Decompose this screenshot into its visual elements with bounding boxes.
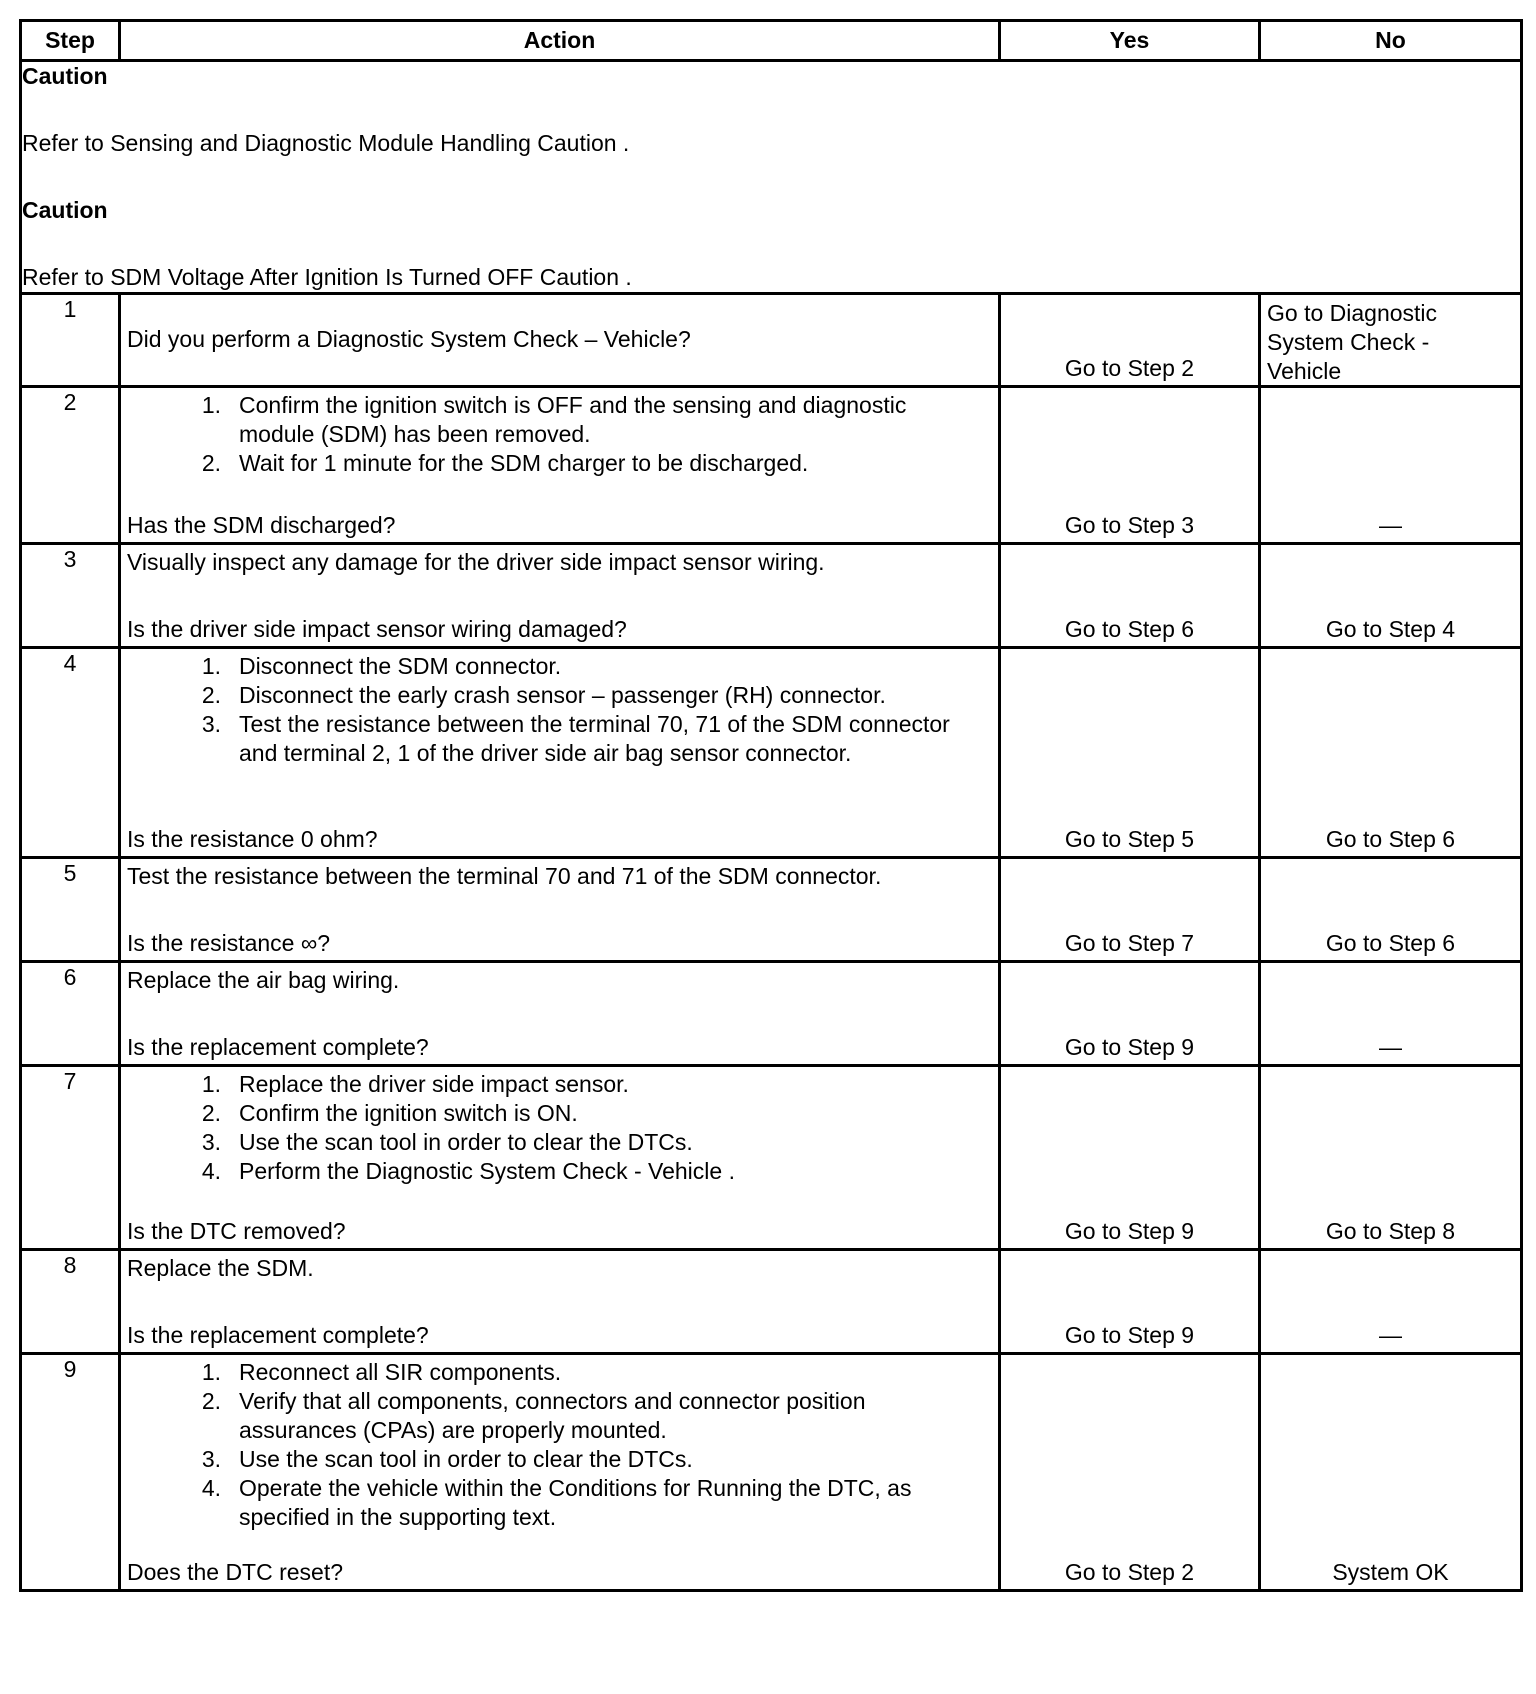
no-result: Go to Step 6 xyxy=(1325,826,1456,852)
no-cell xyxy=(1260,1066,1522,1250)
step-number: 9 xyxy=(21,1354,120,1591)
step-row xyxy=(21,858,1522,962)
yes-cell xyxy=(1000,962,1260,1066)
action-question: Does the DTC reset? xyxy=(127,1559,344,1585)
caution-text: Refer to SDM Voltage After Ignition Is Turned OFF Caution . xyxy=(22,264,632,290)
action-question: Did you perform a Diagnostic System Check – Vehicle? xyxy=(127,326,691,352)
list-item-text: Use the scan tool in order to clear the DTCs. xyxy=(239,1129,693,1155)
action-cell xyxy=(120,1066,1000,1250)
header-no: No xyxy=(1260,21,1522,61)
caution-title: Caution xyxy=(22,63,108,89)
step-number: 4 xyxy=(21,648,120,858)
list-item-number: 2. xyxy=(201,1100,221,1126)
list-item-number: 3. xyxy=(201,1446,221,1472)
step-number: 5 xyxy=(21,858,120,962)
no-result: Go to Step 4 xyxy=(1325,616,1456,642)
action-instruction: Visually inspect any damage for the driver side impact sensor wiring. xyxy=(127,549,825,575)
list-item-text: Wait for 1 minute for the SDM charger to be discharged. xyxy=(239,450,809,476)
yes-cell xyxy=(1000,1250,1260,1354)
no-result: — xyxy=(1379,512,1402,538)
action-question: Is the resistance 0 ohm? xyxy=(127,826,378,852)
no-cell xyxy=(1260,962,1522,1066)
list-item-text: Disconnect the SDM connector. xyxy=(239,653,562,679)
action-cell xyxy=(120,858,1000,962)
action-list xyxy=(127,652,992,768)
caution-cell xyxy=(21,61,1522,294)
action-list-item xyxy=(127,1445,992,1474)
header-action: Action xyxy=(120,21,1000,61)
yes-result: Go to Step 7 xyxy=(1064,930,1195,956)
action-question: Is the replacement complete? xyxy=(127,1034,429,1060)
no-cell xyxy=(1260,858,1522,962)
action-cell xyxy=(120,387,1000,544)
list-item-number: 2. xyxy=(201,682,221,708)
step-number: 3 xyxy=(21,544,120,648)
list-item-number: 1. xyxy=(201,392,221,418)
yes-cell xyxy=(1000,544,1260,648)
list-item-number: 3. xyxy=(201,711,221,737)
list-item-number: 3. xyxy=(201,1129,221,1155)
action-list-item xyxy=(127,449,992,478)
yes-result: Go to Step 5 xyxy=(1064,826,1195,852)
caution-text: Refer to Sensing and Diagnostic Module Handling Caution . xyxy=(22,130,630,156)
step-row xyxy=(21,294,1522,387)
yes-cell xyxy=(1000,294,1260,387)
action-list xyxy=(127,1070,992,1186)
yes-result: Go to Step 2 xyxy=(1064,1559,1195,1585)
action-list xyxy=(127,391,992,478)
yes-result: Go to Step 3 xyxy=(1064,512,1195,538)
action-cell xyxy=(120,294,1000,387)
header-yes: Yes xyxy=(1000,21,1260,61)
no-result: Go to Step 6 xyxy=(1325,930,1456,956)
diagnostic-table xyxy=(19,19,1523,1592)
step-number: 8 xyxy=(21,1250,120,1354)
action-cell xyxy=(120,1354,1000,1591)
list-item-text: Use the scan tool in order to clear the DTCs. xyxy=(239,1446,693,1472)
no-cell xyxy=(1260,387,1522,544)
step-row xyxy=(21,1066,1522,1250)
no-cell xyxy=(1260,544,1522,648)
list-item-number: 2. xyxy=(201,450,221,476)
action-cell xyxy=(120,962,1000,1066)
action-list-item xyxy=(127,1474,992,1532)
yes-cell xyxy=(1000,387,1260,544)
list-item-text: Reconnect all SIR components. xyxy=(239,1359,562,1385)
action-instruction: Test the resistance between the terminal 70 and 71 of the SDM connector. xyxy=(127,863,882,889)
step-number: 2 xyxy=(21,387,120,544)
list-item-text: Disconnect the early crash sensor – passenger (RH) connector. xyxy=(239,682,886,708)
yes-result: Go to Step 9 xyxy=(1064,1322,1195,1348)
list-item-number: 1. xyxy=(201,1359,221,1385)
action-question: Has the SDM discharged? xyxy=(127,512,396,538)
no-result: Go to Step 8 xyxy=(1325,1218,1456,1244)
no-cell xyxy=(1260,294,1522,387)
list-item-number: 1. xyxy=(201,653,221,679)
yes-cell xyxy=(1000,1066,1260,1250)
yes-cell xyxy=(1000,1354,1260,1591)
action-list-item xyxy=(127,1358,992,1387)
action-question: Is the DTC removed? xyxy=(127,1218,346,1244)
list-item-text: Replace the driver side impact sensor. xyxy=(239,1071,629,1097)
yes-cell xyxy=(1000,858,1260,962)
no-cell xyxy=(1260,648,1522,858)
yes-result: Go to Step 6 xyxy=(1064,616,1195,642)
yes-cell xyxy=(1000,648,1260,858)
header-row xyxy=(21,21,1522,61)
caution-row xyxy=(21,61,1522,294)
step-row xyxy=(21,544,1522,648)
action-list xyxy=(127,1358,992,1532)
list-item-text: Perform the Diagnostic System Check - Vehicle . xyxy=(239,1158,735,1184)
action-cell xyxy=(120,1250,1000,1354)
action-list-item xyxy=(127,681,992,710)
list-item-number: 4. xyxy=(201,1158,221,1184)
list-item-number: 2. xyxy=(201,1388,221,1414)
action-question: Is the resistance ∞? xyxy=(127,930,331,956)
action-list-item xyxy=(127,710,992,768)
action-question: Is the replacement complete? xyxy=(127,1322,429,1348)
yes-result: Go to Step 2 xyxy=(1064,355,1195,381)
list-item-text: Confirm the ignition switch is OFF and the sensing and diagnostic module (SDM) has been removed. xyxy=(239,392,907,447)
action-list-item xyxy=(127,1157,992,1186)
no-result: — xyxy=(1379,1034,1402,1060)
step-row xyxy=(21,648,1522,858)
step-row xyxy=(21,387,1522,544)
list-item-number: 1. xyxy=(201,1071,221,1097)
action-list-item xyxy=(127,391,992,449)
action-question: Is the driver side impact sensor wiring damaged? xyxy=(127,616,627,642)
list-item-text: Operate the vehicle within the Conditions for Running the DTC, as specified in the supporting text. xyxy=(239,1475,912,1530)
action-instruction: Replace the air bag wiring. xyxy=(127,967,400,993)
step-number: 7 xyxy=(21,1066,120,1250)
step-number: 1 xyxy=(21,294,120,387)
yes-result: Go to Step 9 xyxy=(1064,1034,1195,1060)
list-item-number: 4. xyxy=(201,1475,221,1501)
yes-result: Go to Step 9 xyxy=(1064,1218,1195,1244)
caution-title: Caution xyxy=(22,197,108,223)
step-row xyxy=(21,1250,1522,1354)
list-item-text: Test the resistance between the terminal 70, 71 of the SDM connector and terminal 2, 1 of the driver side air bag sensor connector. xyxy=(239,711,950,766)
action-list-item xyxy=(127,1099,992,1128)
action-cell xyxy=(120,544,1000,648)
list-item-text: Verify that all components, connectors and connector position assurances (CPAs) are properly mounted. xyxy=(239,1388,866,1443)
action-list-item xyxy=(127,1387,992,1445)
no-result: — xyxy=(1379,1322,1402,1348)
no-cell xyxy=(1260,1354,1522,1591)
no-cell xyxy=(1260,1250,1522,1354)
action-list-item xyxy=(127,652,992,681)
header-step: Step xyxy=(21,21,120,61)
action-cell xyxy=(120,648,1000,858)
action-list-item xyxy=(127,1128,992,1157)
no-result: Go to Diagnostic System Check - Vehicle xyxy=(1267,300,1438,384)
no-result: System OK xyxy=(1332,1559,1449,1585)
step-number: 6 xyxy=(21,962,120,1066)
step-row xyxy=(21,962,1522,1066)
action-list-item xyxy=(127,1070,992,1099)
action-instruction: Replace the SDM. xyxy=(127,1255,314,1281)
step-row xyxy=(21,1354,1522,1591)
list-item-text: Confirm the ignition switch is ON. xyxy=(239,1100,578,1126)
